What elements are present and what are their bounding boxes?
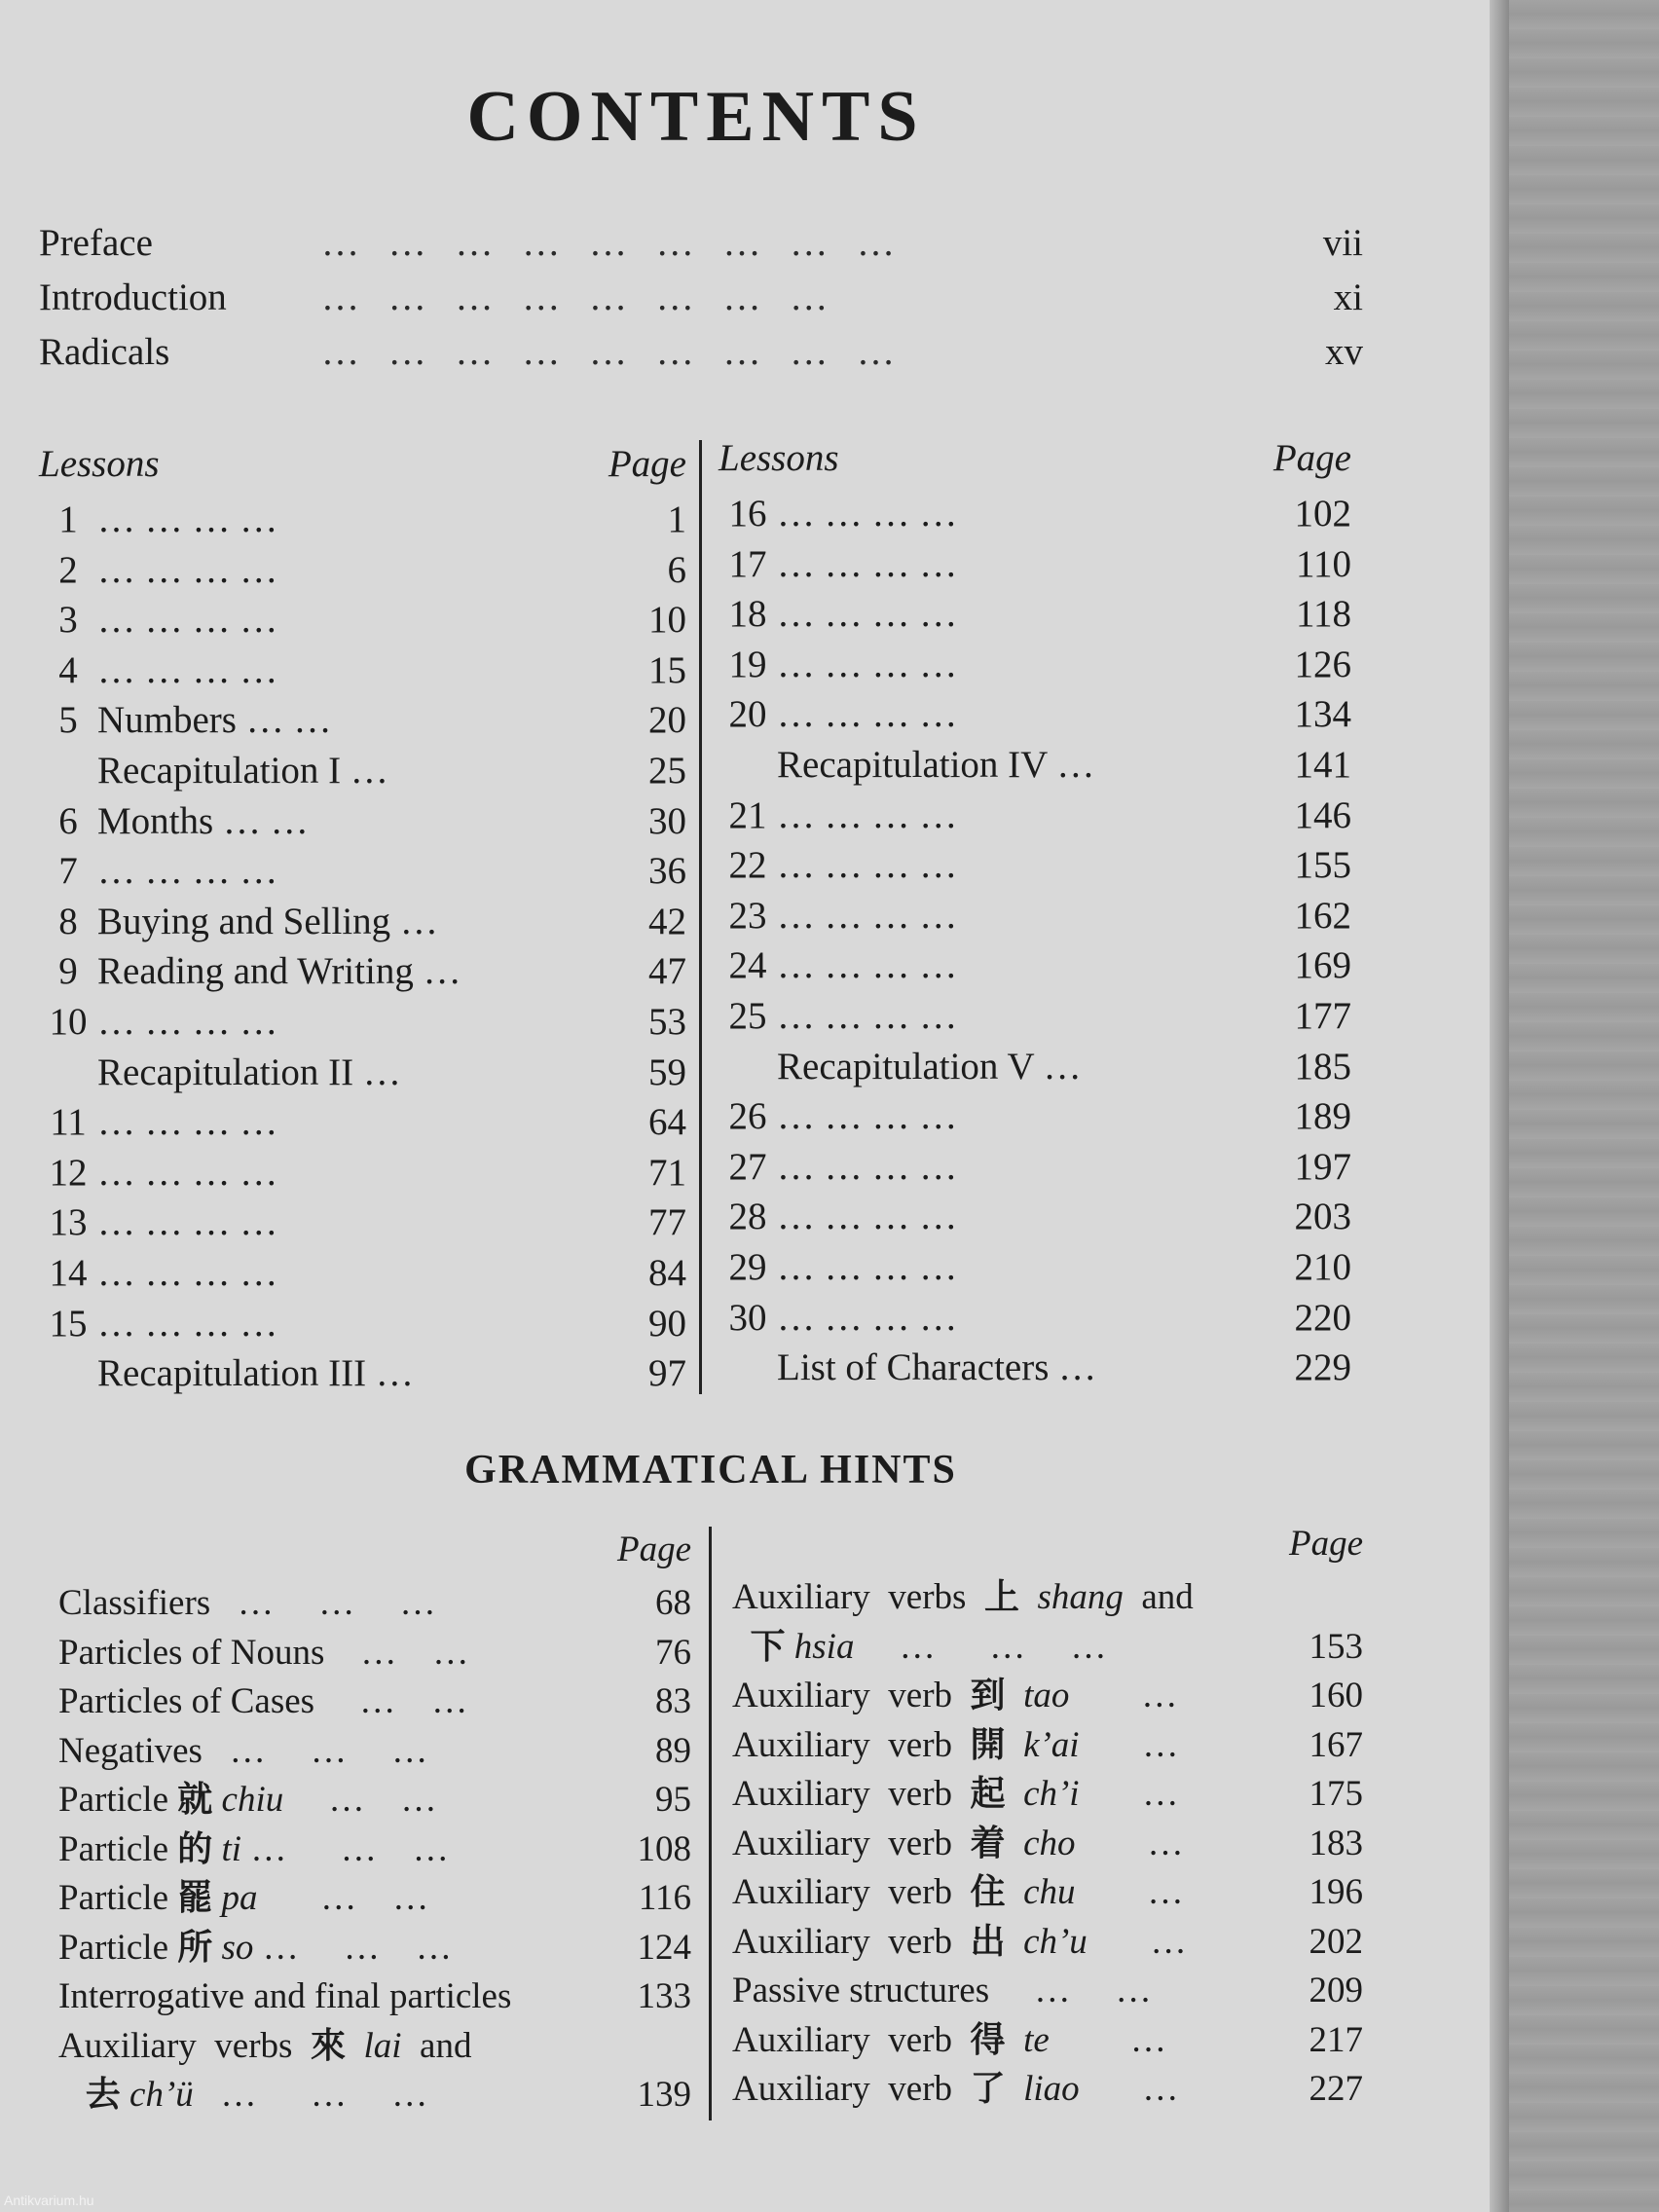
hint-row — [58, 1874, 691, 1924]
page-spine-shadow — [1490, 0, 1509, 2212]
chinese-character: 就 — [177, 1780, 213, 1820]
romanization: ch’i — [1005, 1774, 1080, 1814]
romanization: te — [1005, 2019, 1050, 2060]
lesson-number: 20 — [728, 693, 767, 736]
page-number: 118 — [1295, 593, 1351, 636]
lesson-number: 18 — [728, 593, 767, 636]
lesson-title: Recapitulation III … — [97, 1352, 414, 1395]
lesson-title: Months … … — [97, 799, 309, 842]
leader-dots: … … … — [210, 1583, 436, 1623]
page-number: 15 — [648, 648, 686, 691]
lesson-title: … … … … — [97, 1000, 278, 1043]
lesson-number: 25 — [728, 994, 767, 1037]
romanization: chiu — [212, 1780, 284, 1820]
chinese-character: 住 — [970, 1872, 1006, 1912]
page-number: xi — [1333, 276, 1363, 318]
lesson-row — [719, 539, 1351, 590]
hint-row — [58, 1579, 691, 1629]
hint-text: Particle — [58, 1878, 178, 1918]
leader-dots: … … — [257, 1878, 429, 1918]
page-number: 76 — [655, 1632, 691, 1673]
lesson-row — [719, 689, 1351, 740]
lesson-title: … … … … — [97, 1151, 278, 1194]
hint-row — [732, 1573, 1363, 1623]
page-title: CONTENTS — [466, 77, 926, 157]
lesson-title: … … … … — [777, 944, 958, 987]
lesson-row — [39, 1048, 686, 1098]
lesson-row — [39, 997, 686, 1048]
page-number: 217 — [1309, 2019, 1363, 2060]
romanization: shang — [1018, 1577, 1124, 1617]
page-number: 1 — [667, 498, 686, 540]
leader-dots: … — [1075, 1823, 1184, 1863]
chinese-character: 到 — [970, 1676, 1006, 1715]
page-number: 83 — [655, 1681, 691, 1721]
lesson-row — [719, 489, 1351, 539]
hint-text — [58, 2075, 86, 2115]
hint-row — [58, 1825, 691, 1875]
hint-text: Auxiliary verb — [732, 1872, 971, 1912]
hint-row — [58, 1972, 691, 2022]
hint-row — [58, 2071, 691, 2120]
page-number: 160 — [1309, 1676, 1363, 1715]
romanization: ch’ü — [120, 2075, 194, 2115]
lesson-row — [719, 589, 1351, 640]
page-number: 47 — [648, 950, 686, 993]
page-number: 64 — [648, 1101, 686, 1144]
romanization: liao — [1005, 2069, 1080, 2109]
hints-left-column — [58, 1521, 691, 2120]
chinese-character: 的 — [177, 1828, 213, 1869]
page-number: 203 — [1294, 1196, 1351, 1238]
hint-text: Auxiliary verb — [732, 1676, 971, 1715]
hint-row — [58, 1677, 691, 1727]
lesson-number: 9 — [58, 950, 78, 993]
page-number: 6 — [667, 548, 686, 591]
hint-text: Particles of Nouns — [58, 1632, 325, 1673]
page-number: 167 — [1309, 1724, 1363, 1765]
page-number: 20 — [648, 699, 686, 742]
leader-dots: … … … … … … … … … — [321, 222, 904, 264]
lesson-title: … … … … — [97, 599, 278, 642]
hint-row — [732, 2065, 1363, 2115]
hint-text: Auxiliary verb — [732, 1724, 971, 1765]
lesson-number: 7 — [58, 850, 78, 893]
lesson-number: 17 — [728, 542, 767, 585]
lesson-number: 8 — [58, 900, 78, 942]
hint-text: Particle — [58, 1828, 178, 1869]
lesson-number: 11 — [50, 1101, 87, 1144]
lesson-number: 22 — [728, 844, 767, 887]
page-number: 183 — [1309, 1823, 1363, 1863]
page-number: 162 — [1294, 894, 1351, 937]
lesson-row — [39, 897, 686, 947]
romanization: k’ai — [1005, 1724, 1080, 1765]
lesson-title: … … … … — [777, 1245, 958, 1288]
lesson-row — [39, 1097, 686, 1148]
page-number: 229 — [1294, 1346, 1351, 1389]
leader-dots: and — [401, 2025, 472, 2066]
entry-label: Radicals — [39, 331, 170, 373]
watermark: Antikvarium.hu — [4, 2193, 94, 2208]
page-number: 133 — [637, 1976, 691, 2016]
lesson-number: 21 — [728, 793, 767, 836]
lesson-row — [719, 1343, 1351, 1393]
lesson-row — [39, 796, 686, 847]
lesson-title: Reading and Writing … — [97, 950, 461, 993]
lesson-row — [719, 740, 1351, 791]
page-number: 95 — [655, 1780, 691, 1820]
front-matter-row — [39, 271, 1363, 325]
hint-text: Particle — [58, 1780, 178, 1820]
hint-row — [732, 1721, 1363, 1771]
lesson-title: … … … … — [777, 1145, 958, 1188]
lesson-row — [39, 645, 686, 696]
lesson-row — [719, 1042, 1351, 1092]
page-number: 97 — [648, 1352, 686, 1395]
page-number: 169 — [1294, 944, 1351, 987]
leader-dots: … … … … … … … … — [321, 276, 838, 318]
leader-dots: … — [1079, 1774, 1179, 1814]
lesson-title: Recapitulation I … — [97, 749, 388, 792]
lesson-title: … … … … — [777, 1095, 958, 1138]
hint-text: Particle — [58, 1927, 178, 1968]
lesson-row — [719, 1091, 1351, 1142]
lesson-row — [39, 1198, 686, 1248]
lesson-row — [719, 1293, 1351, 1344]
page-number: 141 — [1294, 743, 1351, 786]
lesson-title: Recapitulation II … — [97, 1051, 401, 1093]
lesson-title: … … … … — [97, 1201, 278, 1244]
page-number: 77 — [648, 1201, 686, 1244]
page-number: 89 — [655, 1730, 691, 1771]
chinese-character: 出 — [970, 1921, 1006, 1962]
hint-text: Classifiers — [58, 1583, 211, 1623]
leader-dots: … … … — [854, 1626, 1107, 1667]
leader-dots: … — [1079, 2069, 1179, 2109]
lesson-number: 16 — [728, 493, 767, 535]
lesson-number: 10 — [49, 1000, 88, 1043]
leader-dots: … — [1049, 2019, 1167, 2060]
hint-text: Interrogative and final particles — [58, 1976, 512, 2016]
leader-dots: … — [1069, 1676, 1178, 1715]
lesson-title: Recapitulation V … — [777, 1045, 1082, 1088]
lesson-number: 12 — [49, 1151, 88, 1194]
lesson-title: … … … … — [777, 593, 958, 636]
lesson-row — [39, 495, 686, 545]
lesson-row — [39, 1299, 686, 1349]
lesson-title: List of Characters … — [777, 1346, 1097, 1389]
page-number: 36 — [648, 850, 686, 893]
chinese-character: 了 — [970, 2069, 1006, 2109]
page-number: 59 — [648, 1051, 686, 1093]
hints-column-divider — [709, 1527, 712, 2120]
lesson-number: 3 — [58, 599, 78, 642]
leader-dots: … — [1079, 1724, 1179, 1765]
page-number: 155 — [1294, 844, 1351, 887]
chinese-character: 下 — [750, 1626, 786, 1667]
lesson-title: … … … … — [97, 1101, 278, 1144]
hint-row — [732, 1868, 1363, 1918]
lesson-row — [39, 1348, 686, 1399]
page-number: vii — [1322, 222, 1363, 264]
lesson-title: … … … … — [777, 1196, 958, 1238]
lesson-number: 13 — [49, 1201, 88, 1244]
lesson-title: … … … … — [97, 498, 278, 540]
lesson-number: 23 — [728, 894, 767, 937]
lesson-row — [39, 946, 686, 997]
lesson-number: 26 — [728, 1095, 767, 1138]
leader-dots: … … … — [253, 1927, 452, 1968]
lesson-row — [719, 1142, 1351, 1193]
romanization: so — [212, 1927, 254, 1968]
page-number: 10 — [648, 599, 686, 642]
lesson-row — [39, 695, 686, 746]
lesson-number: 1 — [58, 498, 78, 540]
lesson-row — [39, 595, 686, 645]
romanization: pa — [212, 1878, 258, 1918]
page-number: 153 — [1309, 1626, 1363, 1667]
hint-text: Negatives — [58, 1730, 203, 1771]
lesson-number: 14 — [49, 1251, 88, 1294]
lesson-row — [719, 891, 1351, 941]
chinese-character: 着 — [970, 1823, 1006, 1863]
page-number: 134 — [1294, 693, 1351, 736]
romanization: hsia — [785, 1626, 855, 1667]
lessons-left-column — [39, 434, 686, 1399]
lesson-row — [719, 1242, 1351, 1293]
page-number: 102 — [1294, 493, 1351, 535]
front-matter-row — [39, 216, 1363, 271]
hints-right-column — [732, 1515, 1363, 2115]
hint-row — [732, 1820, 1363, 1869]
lesson-title: … … … … — [777, 994, 958, 1037]
lesson-number: 15 — [49, 1302, 88, 1345]
hint-text: Passive structures — [732, 1971, 990, 2010]
hint-text: Auxiliary verb — [732, 2069, 971, 2109]
page-number: 202 — [1309, 1921, 1363, 1962]
entry-label: Introduction — [39, 276, 227, 318]
leader-dots: … … — [314, 1681, 468, 1721]
entry-label: Preface — [39, 222, 153, 264]
hint-text: Auxiliary verb — [732, 1823, 971, 1863]
chinese-character: 上 — [983, 1577, 1019, 1617]
romanization: tao — [1005, 1676, 1070, 1715]
hint-text: Auxiliary verb — [732, 2019, 971, 2060]
romanization: cho — [1005, 1823, 1076, 1863]
lesson-row — [719, 991, 1351, 1042]
leader-dots: … … … — [202, 1730, 428, 1771]
lesson-row — [719, 940, 1351, 991]
romanization: lai — [345, 2025, 402, 2066]
background-surface — [1509, 0, 1659, 2212]
page-number: xv — [1325, 331, 1363, 373]
lesson-number: 28 — [728, 1196, 767, 1238]
chinese-character: 罷 — [177, 1878, 213, 1918]
lesson-number: 19 — [728, 643, 767, 685]
page-number: 175 — [1309, 1774, 1363, 1814]
page-header-label: Page — [608, 443, 686, 485]
lesson-number: 4 — [58, 648, 78, 691]
chinese-character: 去 — [85, 2075, 121, 2115]
leader-dots: … … … … … … … … … — [321, 331, 904, 373]
lesson-title: … … … … — [777, 894, 958, 937]
page-number: 146 — [1294, 793, 1351, 836]
leader-dots: … … … — [241, 1828, 449, 1869]
hint-row — [732, 1672, 1363, 1721]
hint-text — [732, 1627, 751, 1667]
lesson-title: … … … … — [777, 844, 958, 887]
lesson-row — [39, 545, 686, 596]
page-number: 90 — [648, 1302, 686, 1345]
hint-row — [732, 2016, 1363, 2066]
hint-text: Auxiliary verb — [732, 1774, 971, 1814]
leader-dots: … … — [283, 1780, 437, 1820]
hint-row — [58, 1924, 691, 1973]
front-matter-list — [39, 216, 1363, 380]
chinese-character: 開 — [970, 1724, 1006, 1765]
chinese-character: 得 — [970, 2019, 1006, 2060]
lesson-title: Buying and Selling … — [97, 900, 438, 942]
column-header — [39, 434, 686, 495]
lesson-title: Recapitulation IV … — [777, 743, 1095, 786]
page-header-label: Page — [1272, 437, 1351, 479]
romanization: ch’u — [1005, 1921, 1088, 1962]
page-number: 210 — [1294, 1245, 1351, 1288]
lesson-title: … … … … — [97, 850, 278, 893]
lesson-title: … … … … — [777, 493, 958, 535]
page-number: 227 — [1309, 2069, 1363, 2109]
lesson-number: 27 — [728, 1145, 767, 1188]
page-number: 42 — [648, 900, 686, 942]
hint-row — [732, 1770, 1363, 1820]
lesson-row — [719, 791, 1351, 841]
hint-row — [58, 2022, 691, 2072]
lesson-number: 30 — [728, 1296, 767, 1339]
page-number: 108 — [637, 1828, 691, 1869]
page-number: 196 — [1309, 1872, 1363, 1912]
leader-dots: … … — [324, 1632, 469, 1673]
leader-dots: … — [1087, 1921, 1187, 1962]
grammatical-hints-title: GRAMMATICAL HINTS — [464, 1448, 957, 1493]
lesson-row — [719, 640, 1351, 690]
page-header-label: Page — [1288, 1524, 1363, 1564]
lesson-title: … … … … — [97, 648, 278, 691]
page-header-label: Page — [616, 1530, 691, 1569]
page-number: 185 — [1294, 1045, 1351, 1088]
hint-row — [732, 1918, 1363, 1968]
page-number: 139 — [637, 2075, 691, 2115]
lesson-title: … … … … — [777, 693, 958, 736]
lesson-title: … … … … — [777, 793, 958, 836]
hint-text: Auxiliary verb — [732, 1921, 971, 1962]
lesson-row — [39, 746, 686, 796]
lesson-title: … … … … — [777, 1296, 958, 1339]
page-number: 126 — [1294, 643, 1351, 685]
lesson-number: 24 — [728, 944, 767, 987]
page-number: 220 — [1294, 1296, 1351, 1339]
chinese-character: 起 — [970, 1774, 1006, 1814]
page-number: 84 — [648, 1251, 686, 1294]
lesson-title: … … … … — [97, 548, 278, 591]
leader-dots: … — [1075, 1872, 1184, 1912]
lesson-row — [39, 846, 686, 897]
page-number: 209 — [1309, 1971, 1363, 2010]
page-number: 116 — [638, 1878, 691, 1918]
lesson-number: 29 — [728, 1245, 767, 1288]
chinese-character: 來 — [310, 2025, 346, 2066]
lesson-row — [719, 840, 1351, 891]
page-number: 189 — [1294, 1095, 1351, 1138]
hint-text: Auxiliary verbs — [58, 2025, 311, 2066]
hint-row — [58, 1629, 691, 1678]
hint-text: Auxiliary verbs — [732, 1577, 984, 1617]
romanization: ti — [212, 1828, 242, 1869]
page-number: 53 — [648, 1000, 686, 1043]
page-number: 71 — [648, 1151, 686, 1194]
hint-row — [58, 1776, 691, 1825]
lesson-number: 2 — [58, 548, 78, 591]
page-number: 25 — [648, 749, 686, 792]
lesson-row — [39, 1248, 686, 1299]
lesson-row — [719, 1192, 1351, 1242]
lesson-title: … … … … — [777, 542, 958, 585]
hint-row — [732, 1623, 1363, 1673]
lesson-title: … … … … — [97, 1251, 278, 1294]
romanization: chu — [1005, 1872, 1076, 1912]
page-number: 124 — [637, 1927, 691, 1968]
lessons-right-column — [719, 428, 1351, 1393]
hint-row — [732, 1967, 1363, 2016]
hint-row — [58, 1727, 691, 1777]
chinese-character: 所 — [177, 1927, 213, 1968]
lesson-row — [39, 1148, 686, 1198]
leader-dots: and — [1123, 1577, 1194, 1617]
lessons-column-divider — [699, 440, 702, 1394]
lesson-title: … … … … — [97, 1302, 278, 1345]
lesson-title: … … … … — [777, 643, 958, 685]
hint-text: Particles of Cases — [58, 1681, 315, 1721]
lessons-header-label: Lessons — [39, 443, 160, 485]
lessons-header-label: Lessons — [719, 437, 839, 479]
front-matter-row — [39, 325, 1363, 380]
page-number: 177 — [1294, 994, 1351, 1037]
page-number: 30 — [648, 799, 686, 842]
lesson-number: 6 — [58, 799, 78, 842]
lesson-title: Numbers … … — [97, 699, 332, 742]
page-number: 197 — [1294, 1145, 1351, 1188]
leader-dots: … … … — [193, 2075, 428, 2115]
leader-dots: … … — [989, 1971, 1152, 2010]
page-number: 110 — [1295, 542, 1351, 585]
column-header — [719, 428, 1351, 489]
lesson-number: 5 — [58, 699, 78, 742]
page-number: 68 — [655, 1583, 691, 1623]
